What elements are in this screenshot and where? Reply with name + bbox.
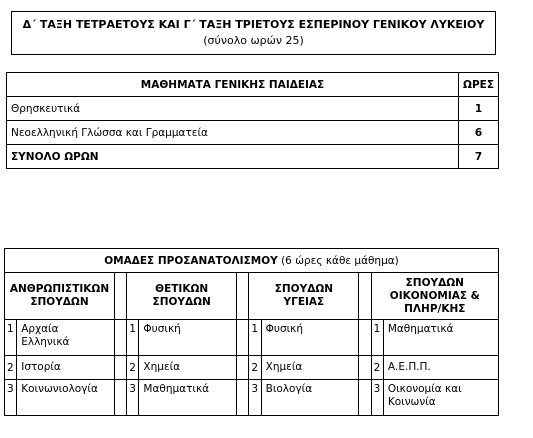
row-number: 1 xyxy=(127,320,139,356)
table-row xyxy=(5,320,499,356)
subject-cell: Βιολογία xyxy=(261,380,359,416)
schedule-header xyxy=(11,11,496,55)
subject-column-header: ΜΑΘΗΜΑΤΑ ΓΕΝΙΚΗΣ ΠΑΙΔΕΙΑΣ xyxy=(7,73,459,97)
table-title-row xyxy=(5,249,499,273)
table-header-row xyxy=(7,73,499,97)
row-number: 3 xyxy=(371,380,383,416)
orientation-title xyxy=(5,249,499,273)
spacer-cell xyxy=(359,320,371,356)
row-number: 2 xyxy=(249,356,261,380)
row-number: 2 xyxy=(5,356,17,380)
row-number: 1 xyxy=(371,320,383,356)
spacer-cell xyxy=(114,320,126,356)
hours-cell: 6 xyxy=(459,121,499,145)
subject-cell: Χημεία xyxy=(139,356,237,380)
table-row xyxy=(5,356,499,380)
total-value: 7 xyxy=(459,145,499,169)
subject-cell: Α.Ε.Π.Π. xyxy=(383,356,498,380)
subject-cell: Χημεία xyxy=(261,356,359,380)
header-subtitle: (σύνολο ωρών 25) xyxy=(203,34,304,47)
subject-cell: Νεοελληνική Γλώσσα και Γραμματεία xyxy=(7,121,459,145)
orientation-title-note: (6 ώρες κάθε μάθημα) xyxy=(277,254,399,267)
header-title: Δ΄ ΤΑΞΗ ΤΕΤΡΑΕΤΟΥΣ ΚΑΙ Γ΄ ΤΑΞΗ ΤΡΙΕΤΟΥΣ ΕΣΠΕΡΙΝΟΥ ΓΕΝΙΚΟΥ ΛΥΚΕΙΟΥ xyxy=(22,18,485,31)
subject-cell: Ιστορία xyxy=(17,356,115,380)
orientation-groups-table xyxy=(4,248,499,416)
row-number: 3 xyxy=(249,380,261,416)
general-subjects-table xyxy=(6,72,499,169)
subject-cell: Οικονομία και Κοινωνία xyxy=(383,380,498,416)
spacer-cell xyxy=(359,356,371,380)
row-number: 2 xyxy=(371,356,383,380)
row-number: 1 xyxy=(5,320,17,356)
group-header-economics: ΣΠΟΥΔΩΝ ΟΙΚΟΝΟΜΙΑΣ & ΠΛΗΡ/ΚΗΣ xyxy=(371,273,498,320)
subject-cell: Φυσική xyxy=(261,320,359,356)
total-row xyxy=(7,145,499,169)
orientation-title-bold: ΟΜΑΔΕΣ ΠΡΟΣΑΝΑΤΟΛΙΣΜΟΥ xyxy=(104,254,278,267)
subject-cell: Θρησκευτικά xyxy=(7,97,459,121)
group-headers-row xyxy=(5,273,499,320)
spacer-cell xyxy=(359,380,371,416)
spacer-cell xyxy=(237,273,249,320)
spacer-cell xyxy=(359,273,371,320)
spacer-cell xyxy=(237,320,249,356)
group-header-health: ΣΠΟΥΔΩΝ ΥΓΕΙΑΣ xyxy=(249,273,359,320)
hours-cell: 1 xyxy=(459,97,499,121)
spacer-cell xyxy=(237,380,249,416)
subject-cell: Αρχαία Ελληνικά xyxy=(17,320,115,356)
subject-cell: Μαθηματικά xyxy=(383,320,498,356)
spacer-cell xyxy=(237,356,249,380)
table-row xyxy=(7,121,499,145)
spacer-cell xyxy=(114,356,126,380)
subject-cell: Μαθηματικά xyxy=(139,380,237,416)
spacer-cell xyxy=(114,273,126,320)
row-number: 3 xyxy=(127,380,139,416)
hours-column-header: ΩΡΕΣ xyxy=(459,73,499,97)
row-number: 3 xyxy=(5,380,17,416)
spacer-cell xyxy=(114,380,126,416)
subject-cell: Φυσική xyxy=(139,320,237,356)
group-header-humanities: ΑΝΘΡΩΠΙΣΤΙΚΩΝ ΣΠΟΥΔΩΝ xyxy=(5,273,115,320)
table-row xyxy=(5,380,499,416)
table-row xyxy=(7,97,499,121)
row-number: 2 xyxy=(127,356,139,380)
subject-cell: Κοινωνιολογία xyxy=(17,380,115,416)
row-number: 1 xyxy=(249,320,261,356)
group-header-sciences: ΘΕΤΙΚΩΝ ΣΠΟΥΔΩΝ xyxy=(127,273,237,320)
total-label: ΣΥΝΟΛΟ ΩΡΩΝ xyxy=(7,145,459,169)
